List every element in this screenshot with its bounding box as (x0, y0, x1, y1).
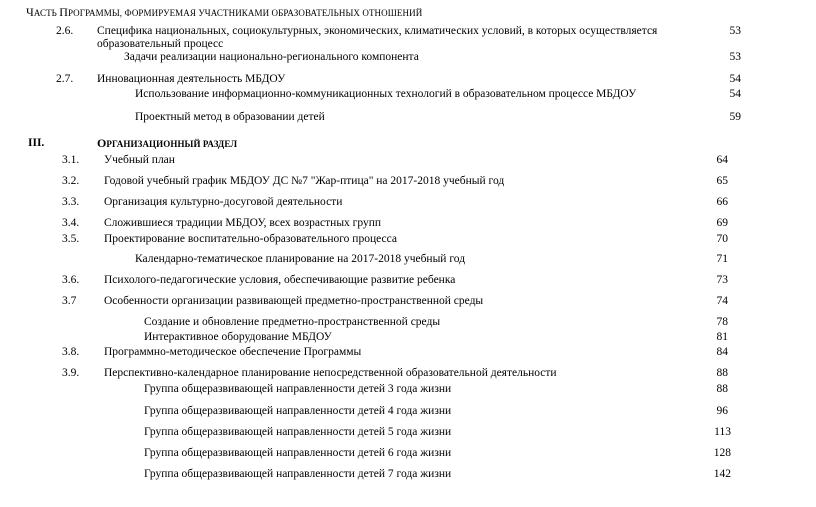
toc-text: образовательный процесс (97, 38, 224, 50)
toc-page: 96 (716, 405, 728, 417)
part-title (26, 6, 422, 20)
toc-text: Интерактивное оборудование МБДОУ (144, 331, 332, 343)
toc-num: 3.5. (62, 233, 80, 245)
toc-text: Психолого-педагогические условия, обеспечивающие развитие ребенка (104, 274, 456, 286)
part-title-initial-2: П (59, 5, 68, 19)
part-title-rest-2: РОГРАММЫ, ФОРМИРУЕМАЯ УЧАСТНИКАМИ ОБРАЗОВАТЕЛЬНЫХ ОТНОШЕНИЙ (67, 8, 423, 18)
toc-page: 113 (714, 426, 731, 438)
toc-page: 66 (716, 196, 728, 208)
toc-num: 2.6. (56, 25, 74, 37)
section-title (97, 137, 237, 151)
toc-page: 59 (729, 111, 741, 123)
toc-num: 3.3. (62, 196, 80, 208)
toc-text: Учебный план (104, 154, 175, 166)
toc-text: Задачи реализации национально-регионального компонента (124, 51, 419, 63)
toc-page: 69 (716, 217, 728, 229)
toc-page: 54 (729, 73, 741, 85)
toc-text: Проектный метод в образовании детей (135, 111, 325, 123)
toc-text: Организация культурно-досуговой деятельности (104, 196, 343, 208)
toc-page: 142 (713, 468, 731, 480)
toc-text: Календарно-тематическое планирование на 2017-2018 учебный год (135, 253, 466, 265)
section-title-initial: О (97, 136, 107, 150)
toc-page: 84 (716, 346, 728, 358)
toc-num: 3.9. (62, 367, 80, 379)
toc-text: Использование информационно-коммуникационных технологий в образовательном процессе МБДОУ (135, 88, 637, 100)
toc-page: 74 (716, 295, 728, 307)
section-number: III. (28, 137, 45, 149)
toc-text: Группа общеразвивающей направленности детей 4 года жизни (144, 405, 452, 417)
section-title-rest: РГАНИЗАЦИОННЫЙ РАЗДЕЛ (106, 139, 238, 149)
toc-text: Специфика национальных, социокультурных, экономических, климатических условий, в которых осуществляется (97, 25, 658, 37)
toc-text: Создание и обновление предметно-пространственной среды (144, 316, 441, 328)
toc-num: 3.7 (62, 295, 77, 307)
toc-num: 2.7. (56, 73, 74, 85)
toc-text: Программно-методическое обеспечение Программы (104, 346, 362, 358)
toc-text: Группа общеразвивающей направленности детей 5 года жизни (144, 426, 452, 438)
part-title-rest-1: АСТЬ (33, 8, 60, 18)
toc-page: 88 (716, 367, 728, 379)
toc-text: Перспективно-календарное планирование непосредственной образовательной деятельности (104, 367, 557, 379)
toc-num: 3.2. (62, 175, 80, 187)
toc-page: 70 (716, 233, 728, 245)
toc-page: 54 (729, 88, 741, 100)
toc-text: Группа общеразвивающей направленности детей 6 года жизни (144, 447, 452, 459)
toc-page: 53 (729, 51, 741, 63)
part-title-initial-1: Ч (26, 5, 34, 19)
toc-text: Годовой учебный график МБДОУ ДС №7 "Жар-птица" на 2017-2018 учебный год (104, 175, 505, 187)
toc-page: 81 (716, 331, 728, 343)
toc-page: 88 (716, 383, 728, 395)
toc-page: 71 (716, 253, 728, 265)
toc-page: 64 (716, 154, 728, 166)
toc-text: Группа общеразвивающей направленности детей 3 года жизни (144, 383, 452, 395)
toc-text: Проектирование воспитательно-образовательного процесса (104, 233, 397, 245)
toc-text: Сложившиеся традиции МБДОУ, всех возрастных групп (104, 217, 382, 229)
toc-page: 65 (716, 175, 728, 187)
toc-text: Особенности организации развивающей предметно-пространственной среды (104, 295, 484, 307)
toc-num: 3.1. (62, 154, 80, 166)
toc-text: Инновационная деятельность МБДОУ (97, 73, 286, 85)
toc-page: 53 (729, 25, 741, 37)
toc-num: 3.8. (62, 346, 80, 358)
toc-num: 3.4. (62, 217, 80, 229)
toc-page: 73 (716, 274, 728, 286)
toc-num: 3.6. (62, 274, 80, 286)
toc-text: Группа общеразвивающей направленности детей 7 года жизни (144, 468, 452, 480)
toc-page: 78 (716, 316, 728, 328)
toc-page: 128 (713, 447, 731, 459)
